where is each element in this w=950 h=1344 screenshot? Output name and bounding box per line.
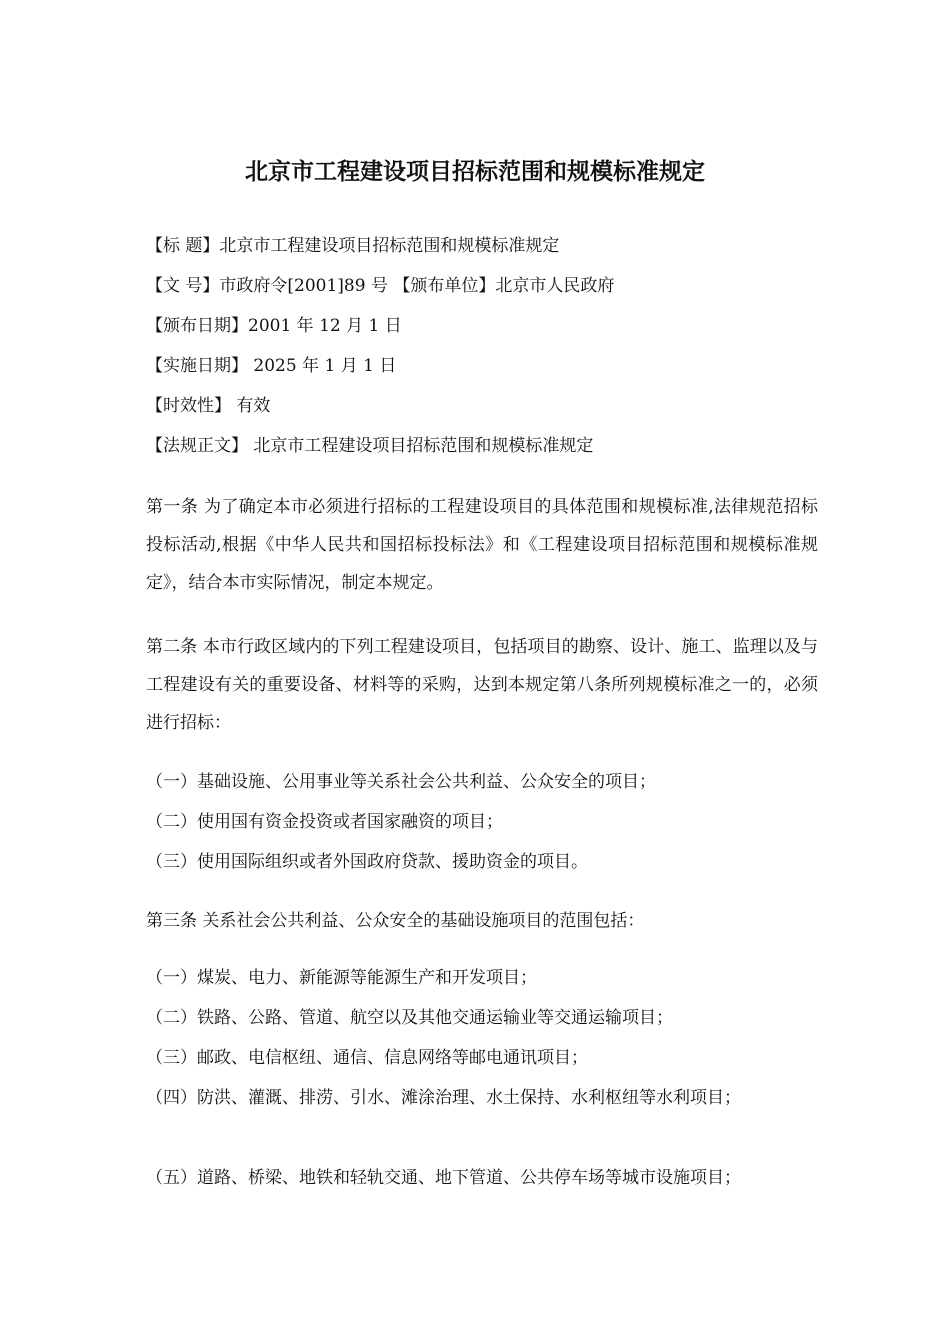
article-2: 第二条 本市行政区域内的下列工程建设项目，包括项目的勘察、设计、施工、监理以及与工程建设有关的重要设备、材料等的采购，达到本规定第八条所列规模标准之一的，必须进行招标：: [146, 637, 818, 733]
article-3-item-1: （一）煤炭、电力、新能源等能源生产和开发项目；: [146, 968, 537, 988]
meta-body-line: 【法规正文】 北京市工程建设项目招标范围和规模标准规定: [146, 436, 594, 456]
article-1: 第一条 为了确定本市必须进行招标的工程建设项目的具体范围和规模标准,法律规范招标投标活动,根据《中华人民共和国招标投标法》和《工程建设项目招标范围和规模标准规定》，结合本市实际情况，制定本规定。: [146, 497, 818, 593]
meta-number-line: 【文 号】市政府令[2001]89 号 【颁布单位】北京市人民政府: [146, 276, 615, 296]
article-2-item-3: （三）使用国际组织或者外国政府贷款、援助资金的项目。: [146, 852, 588, 872]
article-2-item-2: （二）使用国有资金投资或者国家融资的项目；: [146, 812, 503, 832]
meta-title-line: 【标 题】北京市工程建设项目招标范围和规模标准规定: [146, 236, 560, 256]
meta-validity-line: 【时效性】 有效: [146, 396, 271, 416]
article-3-item-3: （三）邮政、电信枢纽、通信、信息网络等邮电通讯项目；: [146, 1048, 588, 1068]
meta-issue-date-line: 【颁布日期】2001 年 12 月 1 日: [146, 316, 402, 336]
article-3: 第三条 关系社会公共利益、公众安全的基础设施项目的范围包括：: [146, 911, 645, 931]
article-2-item-1: （一）基础设施、公用事业等关系社会公共利益、公众安全的项目；: [146, 772, 656, 792]
article-3-item-5: （五）道路、桥梁、地铁和轻轨交通、地下管道、公共停车场等城市设施项目；: [146, 1168, 741, 1188]
article-3-item-2: （二）铁路、公路、管道、航空以及其他交通运输业等交通运输项目；: [146, 1008, 673, 1028]
article-3-item-4: （四）防洪、灌溉、排涝、引水、滩涂治理、水土保持、水利枢纽等水利项目；: [146, 1088, 741, 1108]
document-title: 北京市工程建设项目招标范围和规模标准规定: [245, 159, 705, 185]
meta-effective-date-line: 【实施日期】 2025 年 1 月 1 日: [146, 356, 397, 376]
